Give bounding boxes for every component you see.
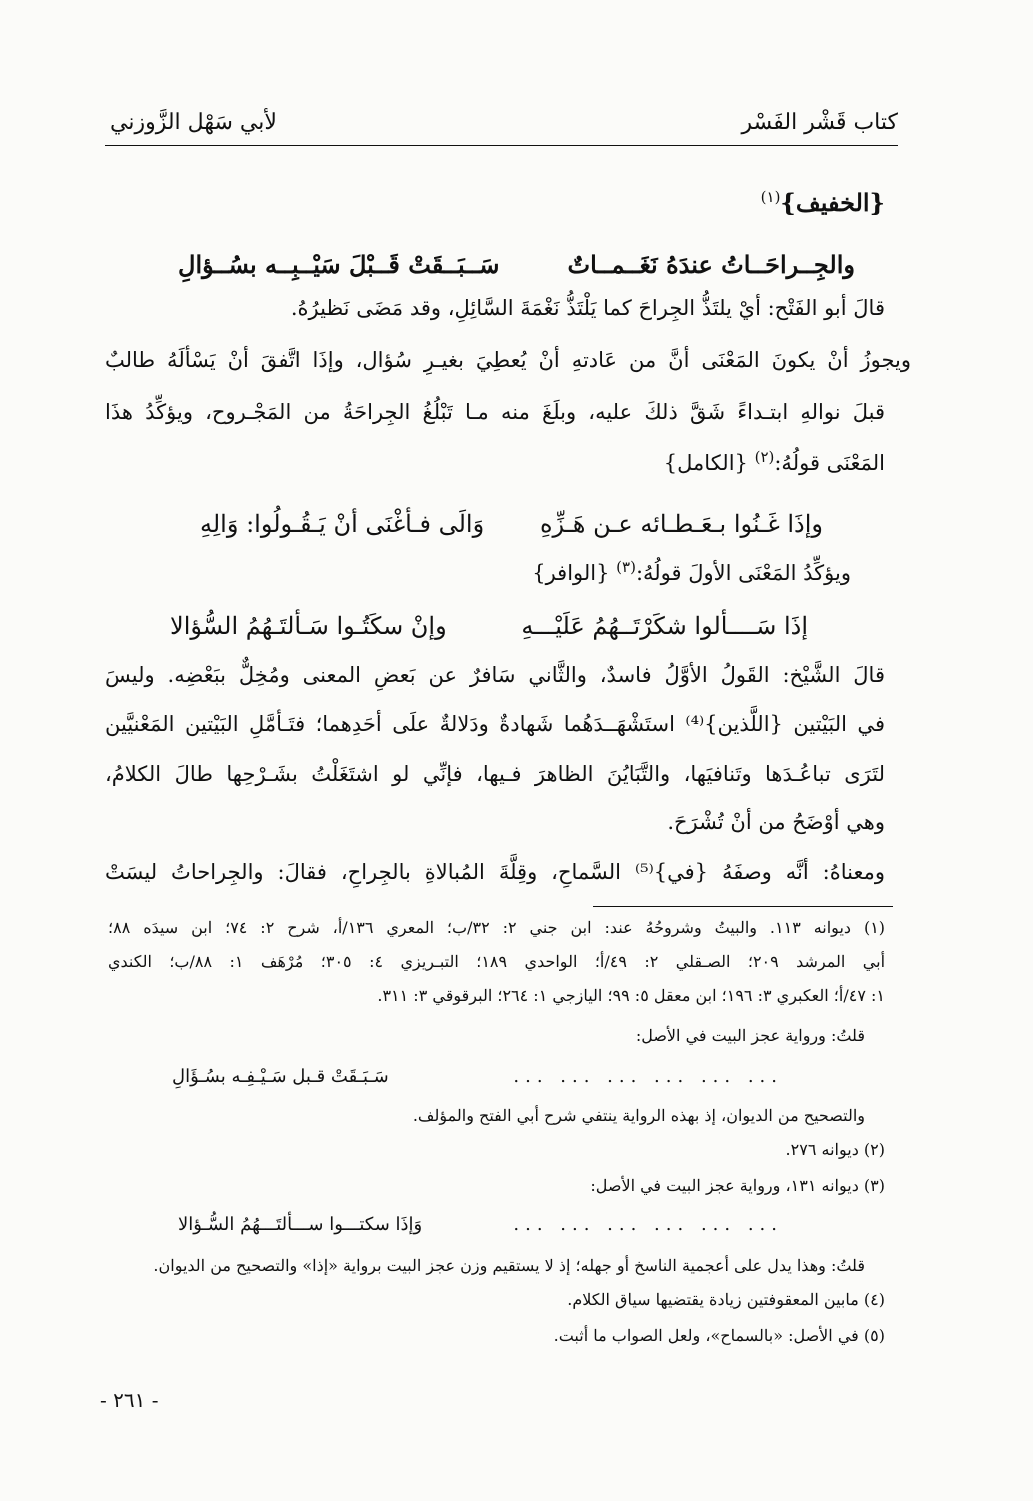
paragraph-line-4 xyxy=(664,448,885,475)
header-author: لأبي سَهْل الزَّوزني xyxy=(110,110,277,135)
verse-2-second-half: وَالَى فـأغْنَى أنْ يَـقُـولُوا: وَالِهِ xyxy=(200,510,485,538)
footnote-1-correction: والتصحيح من الديوان، إذ بهذه الرواية ينتفي شرح أبي الفتح والمؤلف. xyxy=(412,1106,865,1125)
header-book-title: كتاب قَشْر الفَسْر xyxy=(741,110,898,135)
verse-2-first-half: وإذَا غَـنُوا بـعَـطـائه عـن هَـزِّهِ xyxy=(539,510,823,538)
line-4-meter: {الكامل} xyxy=(663,451,748,475)
verse-2 xyxy=(200,510,823,550)
footnote-1-line-2: أبي المرشد ٢٠٩؛ الصـقلي ٢: ٤٩/أ؛ الواحدي ١٨٩؛ التبـريزي ٤: ٣٠٥؛ مُرْهَف ١: ٨٨/ب؛ الكندي xyxy=(108,952,886,971)
paragraph-line-3: قبلَ نوالهِ ابتـداءً شَقَّ ذلكَ عليه، وبلَغَ منه مـا تَبْلُغُ الجِراحَةُ من المَجْـروح، ويؤكِّدُ هذَا xyxy=(105,400,885,424)
footnote-1-verse-half: سَـبَـقَتْ قـبل سَـيْـفِـه بسُـؤَالِ xyxy=(172,1066,389,1087)
footnote-1-note: قلتُ: ورواية عجز البيت في الأصل: xyxy=(635,1026,865,1045)
footnote-1-line-1: (١) ديوانه ١١٣. والبيتُ وشروحُهُ عند: ابن جني ٢: ٣٢/ب؛ المعري ١٣٦/أ، شرح ٢: ٧٤؛ ابن سيدَه ٨٨؛ xyxy=(108,918,886,937)
paragraph-line-2: ويجوزُ أنْ يكونَ المَعْنَى أنَّ من عَادتهِ أنْ يُعطِيَ بغيـرِ سُؤال، وإذَا اتَّفقَ أنْ يَسْألَهُ طالبٌ xyxy=(105,348,911,372)
footnote-1-line-3: ١: ٤٧/أ؛ العكبري ٣: ١٩٦؛ ابن معقل ٥: ٩٩؛ اليازجي ١: ٢٦٤؛ البرقوقي ٣: ٣١١. xyxy=(377,986,885,1005)
header-rule xyxy=(105,145,898,146)
line-5-text: ويؤكِّدُ المَعْنَى الأولَ قولُهُ: xyxy=(635,561,851,585)
meter-name: {الخفيف} xyxy=(780,188,885,217)
paragraph-line-5 xyxy=(532,558,851,585)
footnote-3-note: قلتُ: وهذا يدل على أعجمية الناسخ أو جهله؛ إذ لا يستقيم وزن عجز البيت برواية «إذا» والتصحيح من الديوان. xyxy=(153,1256,865,1275)
paragraph-line-8: لتَرَى تباعُـدَها وتَنافيَها، والتَّبَايُنَ الظاهرَ فـيها، فإنِّي لو اشتَغَلْتُ بشَـرْحِها طالَ الكلامُ، xyxy=(105,762,886,786)
paragraph-line-10: ومعناهُ: أنَّه وصفَهُ {في}⁽⁵⁾ السَّماحِ، وقِلَّةَ المُبالاةِ بالجِراحِ، فقالَ: والجِراحاتُ ليسَتْ xyxy=(105,860,885,884)
footnote-5: (٥) في الأصل: «بالسماح»، ولعل الصواب ما أثبت. xyxy=(553,1326,885,1345)
footnote-ref-1: (١) xyxy=(760,188,781,206)
footnote-2: (٢) ديوانه ٢٧٦. xyxy=(785,1140,885,1159)
page-number: - ٢٦١ - xyxy=(100,1388,159,1412)
footnote-1-verse-dots: ... ... ... ... ... ... xyxy=(513,1066,783,1087)
verse-1-first-half: والجِــراحَــاتُ عندَهُ نَغَــمــاتٌ xyxy=(567,250,855,279)
meter-label xyxy=(761,188,885,217)
footnote-3-verse-half: وَإذَا سكتـــوا ســـألتَـــهُمُ السُّـؤالا xyxy=(178,1214,423,1235)
footnote-3-verse-dots: ... ... ... ... ... ... xyxy=(513,1214,783,1235)
paragraph-line-7: في البَيْتين {اللَّذين}⁽⁴⁾ استَشْهَــدَهُما شَهادةٌ ودَلالةٌ علَى أحَدِهما؛ فتَـأمَّلِ البَيْتين المَعْنيَّين xyxy=(105,712,885,736)
verse-3-first-half: إذَا سَــــألوا شكَرْتَــهُمُ عَلَيْـــهِ xyxy=(521,612,808,640)
footnote-1-verse xyxy=(172,1066,783,1094)
verse-3 xyxy=(170,612,808,652)
paragraph-line-6: قالَ الشَّيْخ: القَولُ الأوَّلُ فاسدٌ، والثَّاني سَافرٌ عن بَعضِ المعنى ومُخِلٌّ ببَعْضِه. وليسَ xyxy=(105,663,885,687)
paragraph-line-1: قالَ أبو الفَتْح: أيْ يلتَذُّ الجِراحَ كما يَلْتَذُّ نَغْمَةَ السَّائِلِ، وقد مَضَى نَظيرُهُ. xyxy=(290,296,885,320)
verse-1 xyxy=(178,250,855,290)
footnote-ref-3: (٣) xyxy=(616,558,636,576)
verse-3-second-half: وإنْ سكَتُـوا سَـألتَـهُمُ السُّؤالا xyxy=(170,612,447,640)
line-5-meter: {الوافر} xyxy=(532,561,610,585)
footnote-4: (٤) مابين المعقوفتين زيادة يقتضيها سياق الكلام. xyxy=(567,1290,885,1309)
footnote-separator xyxy=(593,906,893,907)
verse-1-second-half: سَــبَــقَتْ قَــبْلَ سَيْــبِــه بسُــؤالِ xyxy=(178,250,500,279)
line-4-text: المَعْنَى قولُهُ: xyxy=(774,451,885,475)
paragraph-line-9: وهي أوْضَحُ من أنْ تُشْرَحَ. xyxy=(667,810,885,834)
footnote-3: (٣) ديوانه ١٣١، ورواية عجز البيت في الأصل: xyxy=(590,1176,885,1195)
footnote-ref-2: (٢) xyxy=(754,448,775,466)
footnote-3-verse xyxy=(178,1214,783,1242)
